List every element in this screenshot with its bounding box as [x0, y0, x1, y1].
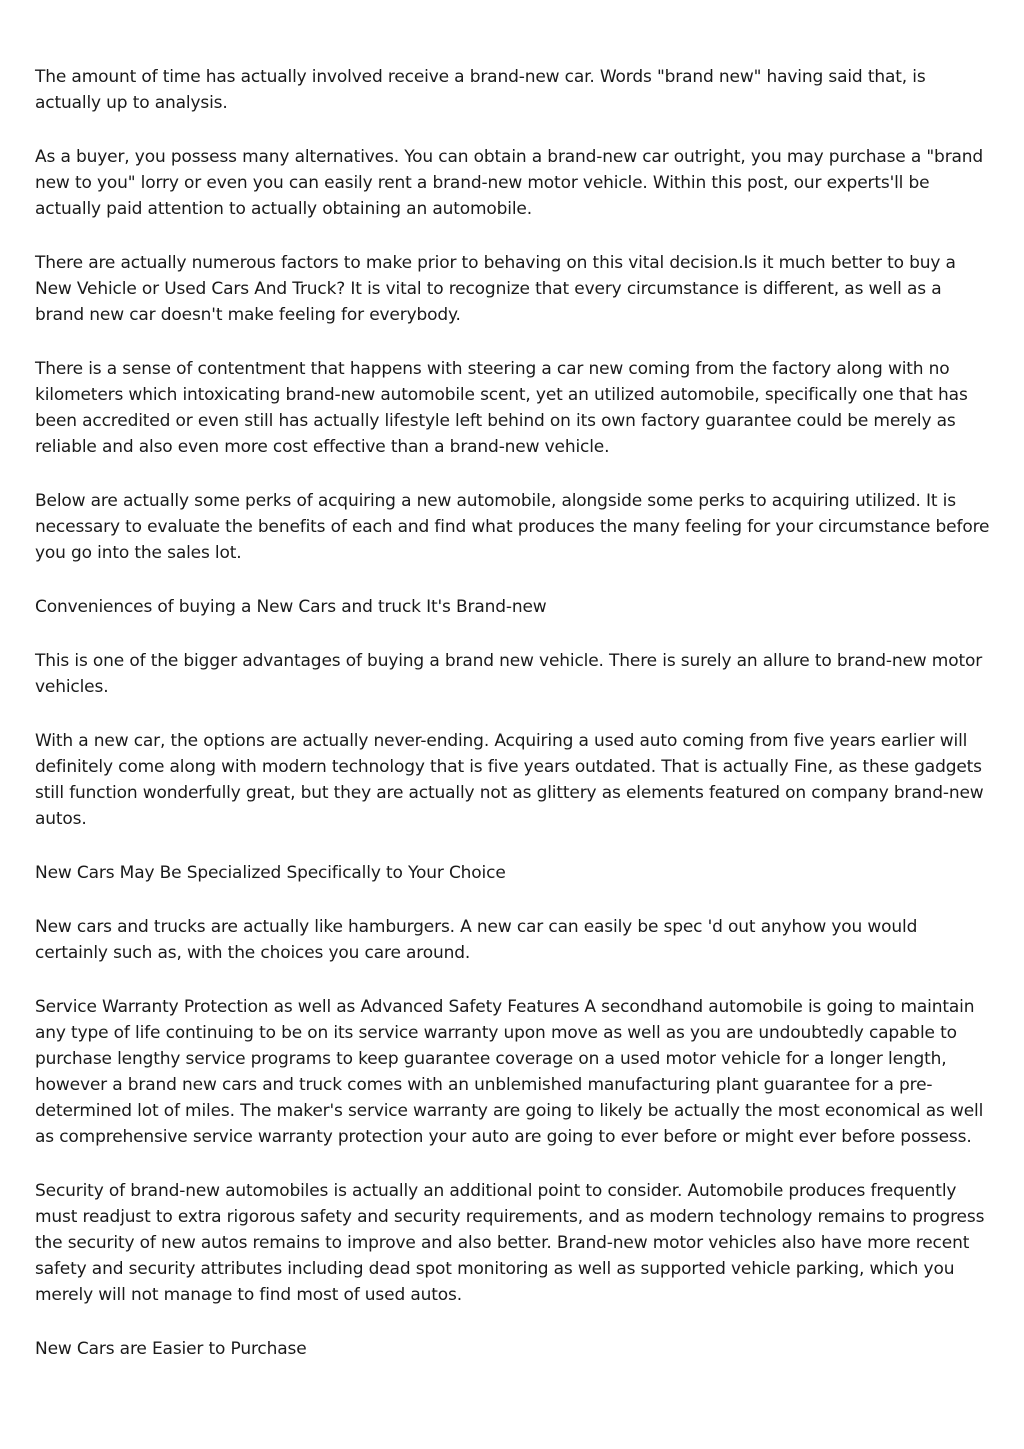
subheading-easier-purchase: New Cars are Easier to Purchase	[35, 1339, 307, 1359]
paragraph-security: Security of brand-new automobiles is actually an additional point to consider. Automobile produces frequently must readjust to extra rigorous safety and security requirements, and as modern technology remains to progress the security of new autos remains to improve and also better. Brand-new motor vehicles also have more recent safety and security attributes including dead spot monitoring as well as supported vehicle parking, which you merely will not manage to find most of used autos.	[35, 1181, 985, 1305]
paragraph-warranty: Service Warranty Protection as well as Advanced Safety Features A secondhand automobile is going to maintain any type of life continuing to be on its service warranty upon move as well as you are undoubtedly capable to purchase lengthy service programs to keep guarantee coverage on a used motor vehicle for a longer length, however a brand new cars and truck comes with an unblemished manufacturing plant guarantee for a pre-determined lot of miles. The maker's service warranty are going to likely be actually the most economical as well as comprehensive service warranty protection your auto are going to ever before or might ever before possess.	[35, 997, 984, 1147]
paragraph-perks: Below are actually some perks of acquiring a new automobile, alongside some perks to acquiring utilized. It is necessary to evaluate the benefits of each and find what produces the many feeling for your circumstance before you go into the sales lot.	[35, 491, 990, 563]
subheading-specialized: New Cars May Be Specialized Specifically to Your Choice	[35, 863, 506, 883]
paragraph-buyer-alternatives: As a buyer, you possess many alternatives. You can obtain a brand-new car outright, you may purchase a "brand new to you" lorry or even you can easily rent a brand-new motor vehicle. Within this post, our experts'll be actually paid attention to actually obtaining an automobile.	[35, 147, 984, 219]
paragraph-options: With a new car, the options are actually never-ending. Acquiring a used auto coming from five years earlier will definitely come along with modern technology that is five years outdated. That is actually Fine, as these gadgets still function wonderfully great, but they are actually not as glittery as elements featured on company brand-new autos.	[35, 731, 984, 829]
paragraph-bigger-advantages: This is one of the bigger advantages of buying a brand new vehicle. There is surely an allure to brand-new motor vehicles.	[35, 651, 983, 697]
document-body	[35, 64, 995, 1390]
paragraph-hamburgers: New cars and trucks are actually like hamburgers. A new car can easily be spec 'd out anyhow you would certainly such as, with the choices you care around.	[35, 917, 918, 963]
paragraph-factors: There are actually numerous factors to make prior to behaving on this vital decision.Is it much better to buy a New Vehicle or Used Cars And Truck? It is vital to recognize that every circumstance is different, as well as a brand new car doesn't make feeling for everybody.	[35, 253, 956, 325]
paragraph-intro: The amount of time has actually involved receive a brand-new car. Words "brand new" having said that, is actually up to analysis.	[35, 67, 926, 113]
subheading-brand-new: Conveniences of buying a New Cars and truck It's Brand-new	[35, 597, 547, 617]
paragraph-contentment: There is a sense of contentment that happens with steering a car new coming from the factory along with no kilometers which intoxicating brand-new automobile scent, yet an utilized automobile, specifically one that has been accredited or even still has actually lifestyle left behind on its own factory guarantee could be merely as reliable and also even more cost effective than a brand-new vehicle.	[35, 359, 968, 457]
